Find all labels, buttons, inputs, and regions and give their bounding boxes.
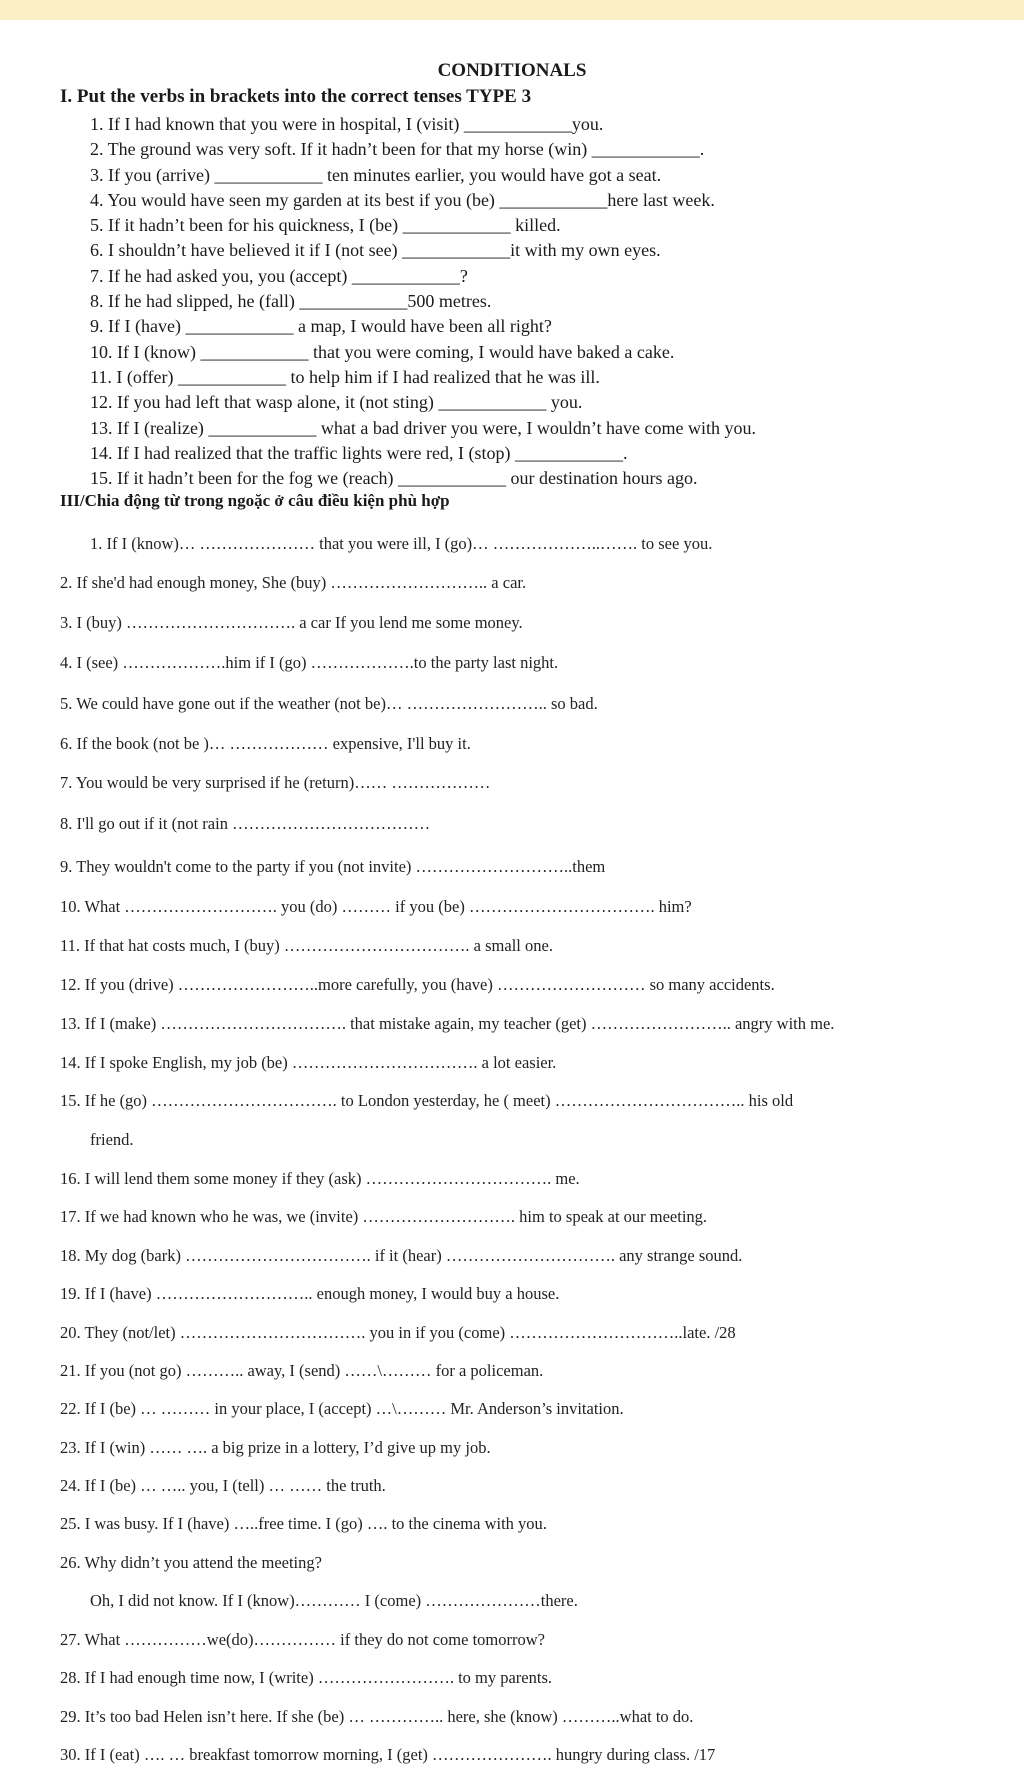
list-item: Oh, I did not know. If I (know)………… I (come) …………………there.: [90, 1591, 578, 1610]
list-item: 1. If I had known that you were in hospital, I (visit) ____________you.: [90, 114, 604, 134]
list-item: 9. They wouldn't come to the party if you (not invite) ………………………..them: [60, 857, 606, 876]
list-item: 30. If I (eat) …. … breakfast tomorrow morning, I (get) …………………. hungry during class. /17: [60, 1745, 716, 1764]
list-item: 2. If she'd had enough money, She (buy) ……………………….. a car.: [60, 573, 527, 592]
list-item: 12. If you (drive) ……………………..more carefully, you (have) ……………………… so many accidents.: [60, 975, 775, 994]
section-1-list: [90, 112, 990, 491]
list-item: 12. If you had left that wasp alone, it (not sting) ____________ you.: [90, 392, 583, 413]
list-item: 7. If he had asked you, you (accept) ____________?: [90, 265, 468, 286]
list-item: 1. If I (know)… ………………… that you were ill, I (go)… ………………..……. to see you.: [90, 534, 713, 553]
page-title: CONDITIONALS: [437, 60, 587, 81]
list-item: 5. If it hadn’t been for his quickness, I (be) ____________ killed.: [90, 215, 561, 236]
list-item: 8. If he had slipped, he (fall) ____________500 metres.: [90, 291, 492, 312]
list-item: 23. If I (win) …… …. a big prize in a lottery, I’d give up my job.: [60, 1438, 491, 1457]
list-item: 25. I was busy. If I (have) …..free time. I (go) …. to the cinema with you.: [60, 1514, 547, 1533]
list-item: 3. I (buy) …………………………. a car If you lend me some money.: [60, 613, 523, 632]
section-3-heading: III/Chia động từ trong ngoặc ở câu điều kiện phù hợp: [60, 491, 450, 510]
list-item: 3. If you (arrive) ____________ ten minutes earlier, you would have got a seat.: [90, 164, 662, 185]
list-item: 2. The ground was very soft. If it hadn’t been for that my horse (win) ____________.: [90, 139, 705, 160]
list-item: 15. If he (go) ……………………………. to London yesterday, he ( meet) …………………………….. his old: [60, 1091, 794, 1110]
list-item: 26. Why didn’t you attend the meeting?: [60, 1553, 322, 1572]
list-item: 27. What ……………we(do)…………… if they do not come tomorrow?: [60, 1630, 545, 1649]
list-item: 29. It’s too bad Helen isn’t here. If she (be) … ………….. here, she (know) ………..what to do.: [60, 1707, 694, 1726]
list-item: 5. We could have gone out if the weather (not be)… …………………….. so bad.: [60, 694, 598, 713]
list-item: 21. If you (not go) ……….. away, I (send) ……\……… for a policeman.: [60, 1361, 544, 1380]
list-item: 20. They (not/let) ……………………………. you in if you (come) …………………………..late. /28: [60, 1323, 736, 1342]
list-item: 11. I (offer) ____________ to help him if I had realized that he was ill.: [90, 366, 600, 387]
list-item: 11. If that hat costs much, I (buy) ……………………………. a small one.: [60, 936, 553, 955]
list-item: 24. If I (be) … ….. you, I (tell) … …… the truth.: [60, 1476, 386, 1495]
list-item: 13. If I (realize) ____________ what a bad driver you were, I wouldn’t have come with you.: [90, 417, 756, 438]
list-item: 28. If I had enough time now, I (write) ……………………. to my parents.: [60, 1668, 553, 1687]
list-item: 14. If I had realized that the traffic lights were red, I (stop) ____________.: [90, 442, 628, 463]
list-item: 9. If I (have) ____________ a map, I would have been all right?: [90, 316, 552, 337]
list-item: 6. If the book (not be )… ……………… expensive, I'll buy it.: [60, 734, 471, 753]
list-item: 6. I shouldn’t have believed it if I (not see) ____________it with my own eyes.: [90, 240, 661, 261]
list-item: 22. If I (be) … ……… in your place, I (accept) …\……… Mr. Anderson’s invitation.: [60, 1399, 624, 1418]
list-item: 8. I'll go out if it (not rain ………………………………: [60, 814, 431, 833]
list-item: 19. If I (have) ……………………….. enough money, I would buy a house.: [60, 1284, 560, 1303]
list-item: 15. If it hadn’t been for the fog we (reach) ____________ our destination hours ago.: [90, 468, 698, 489]
list-item: 10. What ………………………. you (do) ……… if you (be) ……………………………. him?: [60, 897, 692, 916]
list-item: 16. I will lend them some money if they (ask) ……………………………. me.: [60, 1169, 580, 1188]
list-item: 4. I (see) ……………….him if I (go) ……………….to the party last night.: [60, 653, 559, 672]
list-item: 17. If we had known who he was, we (invite) ………………………. him to speak at our meeting.: [60, 1207, 708, 1226]
list-item: 14. If I spoke English, my job (be) ……………………………. a lot easier.: [60, 1053, 557, 1072]
list-item: 4. You would have seen my garden at its best if you (be) ____________here last week.: [90, 189, 715, 210]
list-item: 18. My dog (bark) ……………………………. if it (hear) …………………………. any strange sound.: [60, 1246, 743, 1265]
section-1-heading: I. Put the verbs in brackets into the correct tenses TYPE 3: [60, 86, 532, 107]
list-item: 7. You would be very surprised if he (return)…… ………………: [60, 773, 491, 792]
list-item: 10. If I (know) ____________ that you were coming, I would have baked a cake.: [90, 341, 675, 362]
list-item: 13. If I (make) ……………………………. that mistake again, my teacher (get) …………………….. angry with me.: [60, 1014, 835, 1033]
list-item: friend.: [90, 1130, 134, 1149]
